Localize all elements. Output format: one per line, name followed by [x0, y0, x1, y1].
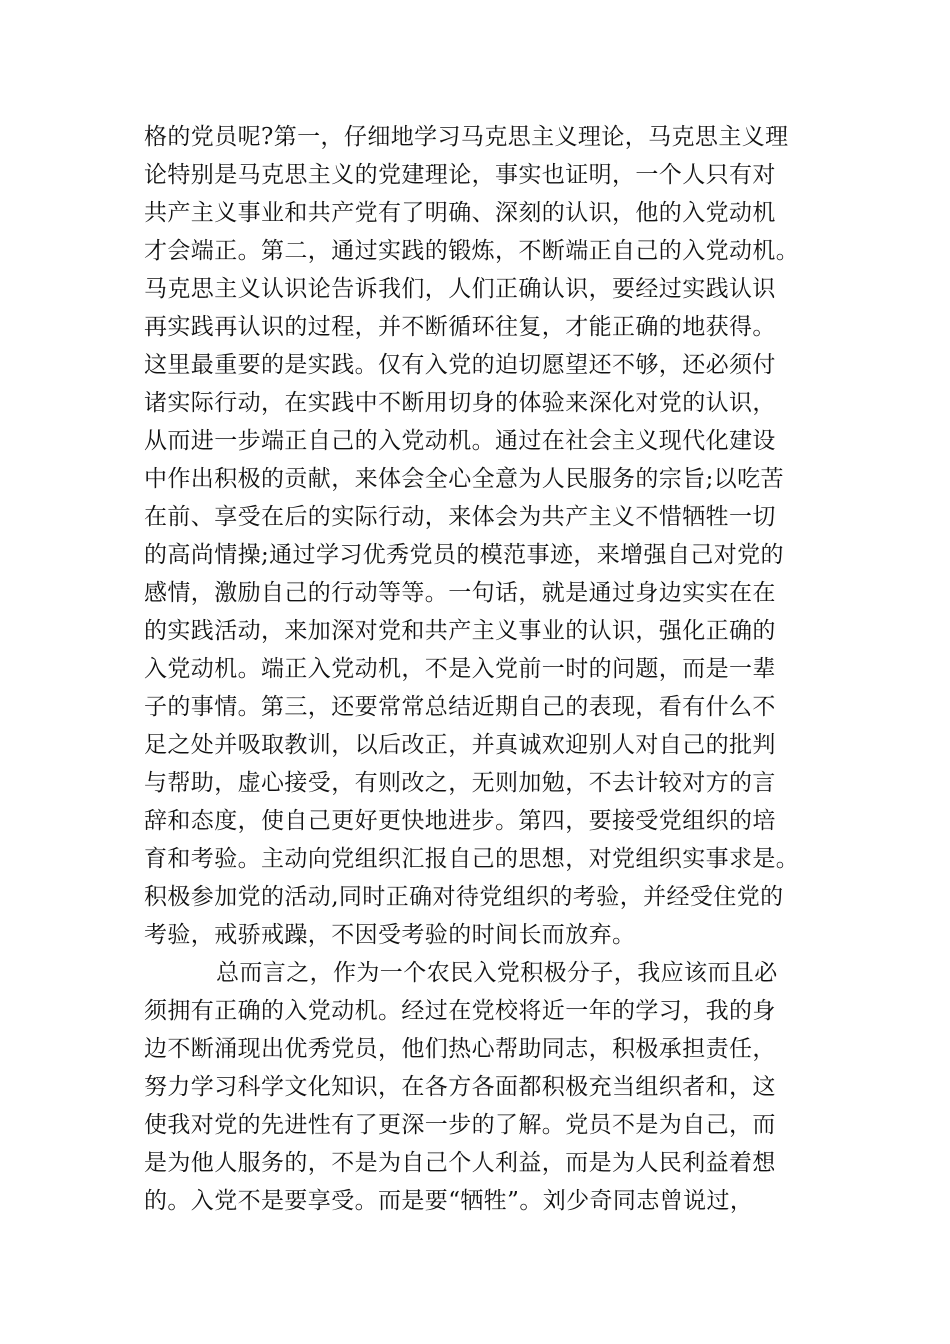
text-line: 边不断涌现出优秀党员，他们热心帮助同志，积极承担责任， — [144, 1036, 776, 1062]
text-line: 须拥有正确的入党动机。经过在党校将近一年的学习，我的身 — [144, 998, 776, 1024]
text-line: 从而进一步端正自己的入党动机。通过在社会主义现代化建设 — [144, 428, 776, 454]
text-line: 在前、享受在后的实际行动，来体会为共产主义不惜牺牲一切 — [144, 504, 776, 530]
text-line: 诸实际行动，在实践中不断用切身的体验来深化对党的认识， — [144, 390, 776, 416]
text-line: 共产主义事业和共产党有了明确、深刻的认识，他的入党动机 — [144, 200, 776, 226]
text-line-indented: 总而言之，作为一个农民入党积极分子，我应该而且必 — [216, 960, 778, 986]
text-line: 感情，激励自己的行动等等。一句话，就是通过身边实实在在 — [144, 580, 776, 606]
text-line: 足之处并吸取教训，以后改正，并真诚欢迎别人对自己的批判 — [144, 732, 776, 758]
text-line: 马克思主义认识论告诉我们，人们正确认识，要经过实践认识 — [144, 276, 776, 302]
paragraph-1 — [144, 118, 810, 954]
text-line: 的高尚情操;通过学习优秀党员的模范事迹，来增强自己对党的 — [144, 542, 784, 568]
text-line: 的实践活动，来加深对党和共产主义事业的认识，强化正确的 — [144, 618, 776, 644]
text-line: 是为他人服务的，不是为自己个人利益，而是为人民利益着想 — [144, 1150, 776, 1176]
text-line: 考验，戒骄戒躁，不因受考验的时间长而放弃。 — [144, 922, 636, 948]
text-line: 辞和态度，使自己更好更快地进步。第四，要接受党组织的培 — [144, 808, 776, 834]
text-line: 子的事情。第三，还要常常总结近期自己的表现，看有什么不 — [144, 694, 776, 720]
text-line: 格的党员呢?第一，仔细地学习马克思主义理论，马克思主义理 — [144, 124, 789, 150]
text-line: 努力学习科学文化知识，在各方各面都积极充当组织者和，这 — [144, 1074, 776, 1100]
text-line: 入党动机。端正入党动机，不是入党前一时的问题，而是一辈 — [144, 656, 776, 682]
text-line: 再实践再认识的过程，并不断循环往复，才能正确的地获得。 — [144, 314, 776, 340]
text-line: 育和考验。主动向党组织汇报自己的思想，对党组织实事求是。 — [144, 846, 800, 872]
text-line: 才会端正。第二，通过实践的锻炼，不断端正自己的入党动机。 — [144, 238, 800, 264]
text-line: 积极参加党的活动,同时正确对待党组织的考验，并经受住党的 — [144, 884, 784, 910]
text-line: 论特别是马克思主义的党建理论，事实也证明，一个人只有对 — [144, 162, 776, 188]
text-line: 中作出积极的贡献，来体会全心全意为人民服务的宗旨;以吃苦 — [144, 466, 784, 492]
text-line: 的。入党不是要享受。而是要“牺牲”。刘少奇同志曾说过， — [144, 1188, 754, 1214]
text-line: 与帮助，虚心接受，有则改之，无则加勉，不去计较对方的言 — [144, 770, 776, 796]
paragraph-2 — [144, 954, 810, 1220]
document-body — [144, 118, 810, 1220]
text-line: 这里最重要的是实践。仅有入党的迫切愿望还不够，还必须付 — [144, 352, 776, 378]
text-line: 使我对党的先进性有了更深一步的了解。党员不是为自己，而 — [144, 1112, 776, 1138]
